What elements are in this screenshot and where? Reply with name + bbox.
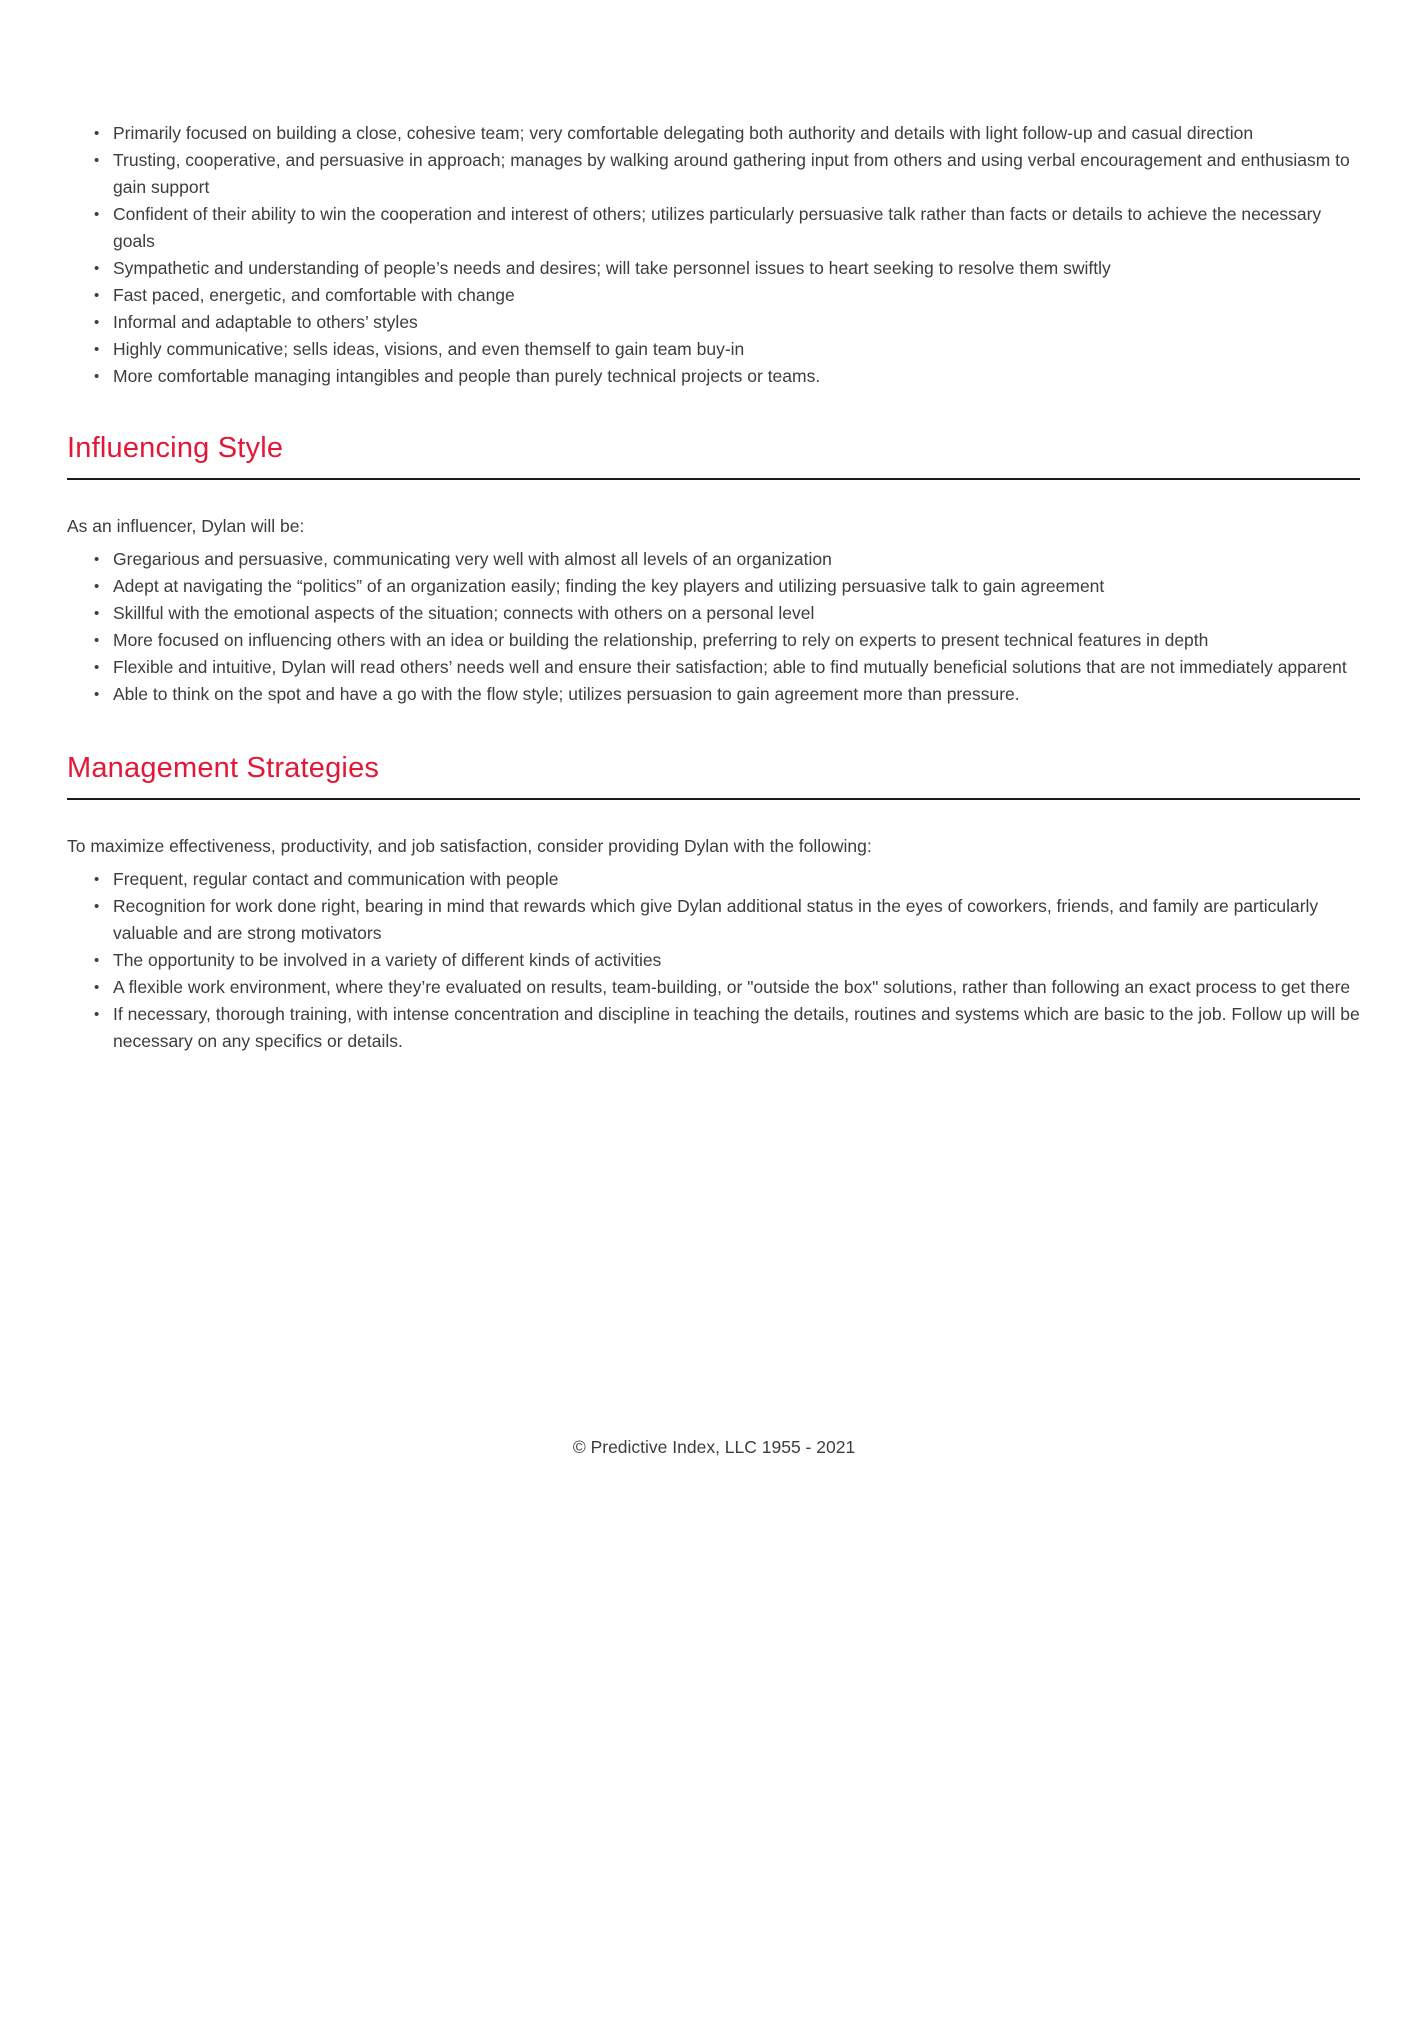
influencing-style-intro: As an influencer, Dylan will be:: [67, 516, 305, 536]
bullet-item: • Adept at navigating the “politics” of an organization easily; finding the key players and utilizing persuasive talk to gain agreement: [94, 573, 1360, 600]
section-divider: [67, 478, 1360, 480]
footer-copyright: © Predictive Index, LLC 1955 - 2021: [572, 1437, 856, 1457]
bullet-item: • Skillful with the emotional aspects of the situation; connects with others on a personal level: [94, 600, 1360, 627]
behavior-overview-bullet-list: [67, 120, 1360, 390]
management-strategies-section: [67, 752, 1360, 1055]
bullet-item: • More focused on influencing others with an idea or building the relationship, preferring to rely on experts to present technical features in depth: [94, 627, 1360, 654]
management-strategies-heading: Management Strategies: [67, 752, 380, 784]
behavior-overview-section: [67, 120, 1360, 390]
bullet-item: • A flexible work environment, where they’re evaluated on results, team-building, or "outside the box" solutions, rather than following an exact process to get there: [94, 974, 1360, 1001]
bullet-item: • Confident of their ability to win the cooperation and interest of others; utilizes particularly persuasive talk rather than facts or details to achieve the necessary goals: [94, 201, 1360, 255]
bullet-item: • The opportunity to be involved in a variety of different kinds of activities: [94, 947, 1360, 974]
bullet-item: • Primarily focused on building a close, cohesive team; very comfortable delegating both authority and details with light follow-up and casual direction: [94, 120, 1360, 147]
influencing-style-heading: Influencing Style: [67, 432, 284, 464]
bullet-item: • More comfortable managing intangibles and people than purely technical projects or teams.: [94, 363, 1360, 390]
bullet-item: • Fast paced, energetic, and comfortable with change: [94, 282, 1360, 309]
management-strategies-intro: To maximize effectiveness, productivity, and job satisfaction, consider providing Dylan with the following:: [67, 836, 872, 856]
bullet-item: • Informal and adaptable to others’ styles: [94, 309, 1360, 336]
influencing-style-section: [67, 432, 1360, 708]
bullet-item: • Sympathetic and understanding of people’s needs and desires; will take personnel issues to heart seeking to resolve them swiftly: [94, 255, 1360, 282]
bullet-item: • Trusting, cooperative, and persuasive in approach; manages by walking around gathering input from others and using verbal encouragement and enthusiasm to gain support: [94, 147, 1360, 201]
section-divider: [67, 798, 1360, 800]
bullet-item: • If necessary, thorough training, with intense concentration and discipline in teaching the details, routines and systems which are basic to the job. Follow up will be necessary on any specifics or details.: [94, 1001, 1360, 1055]
bullet-item: • Recognition for work done right, bearing in mind that rewards which give Dylan additional status in the eyes of coworkers, friends, and family are particularly valuable and are strong motivators: [94, 893, 1360, 947]
bullet-item: • Gregarious and persuasive, communicating very well with almost all levels of an organization: [94, 546, 1360, 573]
bullet-item: • Frequent, regular contact and communication with people: [94, 866, 1360, 893]
bullet-item: • Highly communicative; sells ideas, visions, and even themself to gain team buy-in: [94, 336, 1360, 363]
bullet-item: • Able to think on the spot and have a go with the flow style; utilizes persuasion to gain agreement more than pressure.: [94, 681, 1360, 708]
bullet-item: • Flexible and intuitive, Dylan will read others’ needs well and ensure their satisfaction; able to find mutually beneficial solutions that are not immediately apparent: [94, 654, 1360, 681]
management-strategies-bullet-list: [67, 866, 1360, 1055]
influencing-style-bullet-list: [67, 546, 1360, 708]
